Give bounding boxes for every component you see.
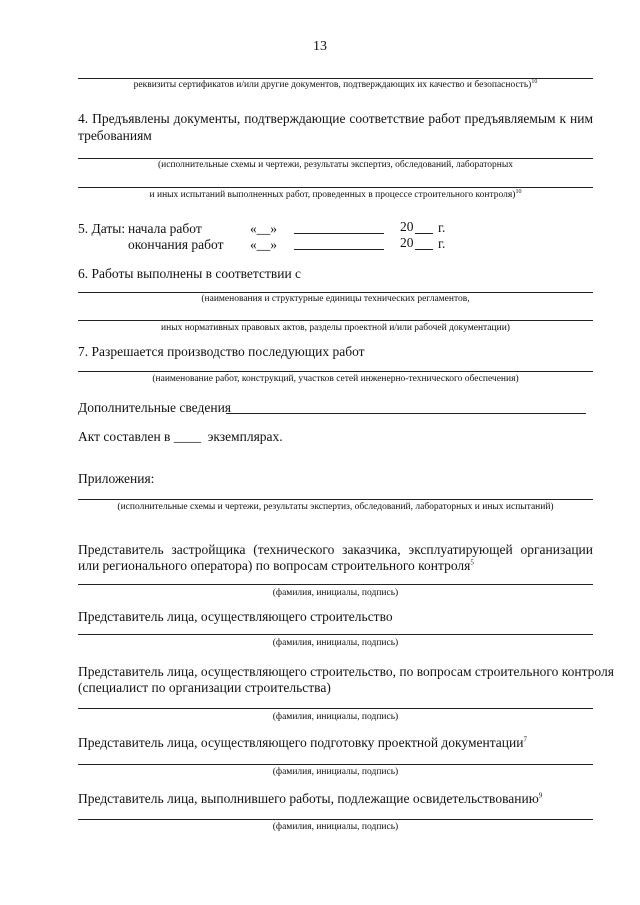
start-year-suffix: г. — [438, 220, 446, 235]
section-6-caption-1: (наименования и структурные единицы технических регламентов, — [201, 294, 470, 304]
signature-caption: (фамилия, инициалы, подпись) — [272, 767, 399, 777]
dates-label: 5. Даты: — [78, 221, 126, 236]
end-date-label: окончания работ — [128, 237, 224, 252]
rep-builder-control-text-cont: (специалист по организации строительства) — [78, 680, 331, 695]
page-number: 13 — [313, 39, 327, 54]
fill-line — [78, 292, 593, 293]
section-4-caption-2: и иных испытаний выполненных работ, проведенных в процессе строительного контроля)$^{10}$ — [149, 188, 522, 200]
section-7-caption: (наименование работ, конструкций, участков сетей инженерно-технического обеспечения) — [152, 374, 519, 384]
signature-line — [78, 708, 593, 709]
rep-developer-text-cont: или регионального оператора) по вопросам строительного контроля$^5$ — [78, 558, 474, 573]
additional-info-label: Дополнительные сведения — [78, 400, 232, 415]
start-year-field — [415, 233, 433, 234]
rep-designer-text: Представитель лица, осуществляющего подготовку проектной документации$^7$ — [78, 735, 527, 750]
rep-builder-text: Представитель лица, осуществляющего строительство — [78, 609, 393, 624]
section-6-caption-2: иных нормативных правовых актов, разделы проектной и/или рабочей документации) — [161, 323, 510, 333]
signature-caption: (фамилия, инициалы, подпись) — [272, 638, 399, 648]
start-day-blank: «__» — [250, 221, 277, 236]
section-6-title: 6. Работы выполнены в соответствии с — [78, 266, 302, 281]
additional-info-field — [226, 413, 586, 414]
fill-line — [78, 499, 593, 500]
attachments-label: Приложения: — [78, 471, 155, 486]
rep-developer-text: Представитель застройщика (технического заказчика, эксплуатирующей организации — [78, 542, 593, 557]
fill-line — [78, 78, 593, 79]
start-date-label: начала работ — [128, 221, 202, 236]
end-month-field — [294, 249, 384, 250]
signature-line — [78, 584, 593, 585]
certificates-caption: реквизиты сертификатов и/или другие документов, подтверждающих их качество и безопасность)$^{10}$ — [133, 78, 538, 90]
act-copies-text: Акт составлен в ____ экземплярах. — [78, 429, 283, 444]
end-year-field — [415, 249, 433, 250]
section-4-caption-1: (исполнительные схемы и чертежи, результаты экспертиз, обследований, лабораторных — [158, 160, 513, 170]
signature-line — [78, 634, 593, 635]
section-4-text-cont: требованиям — [78, 128, 152, 143]
signature-caption: (фамилия, инициалы, подпись) — [272, 588, 399, 598]
signature-caption: (фамилия, инициалы, подпись) — [272, 822, 399, 832]
fill-line — [78, 320, 593, 321]
rep-builder-control-text: Представитель лица, осуществляющего строительство, по вопросам строительного контроля — [78, 664, 614, 679]
rep-contractor-text: Представитель лица, выполнившего работы, подлежащие освидетельствованию$^9$ — [78, 791, 543, 806]
attachments-caption: (исполнительные схемы и чертежи, результаты экспертиз, обследований, лабораторных и иных испытаний) — [117, 502, 554, 512]
section-7-title: 7. Разрешается производство последующих работ — [78, 344, 365, 359]
signature-line — [78, 764, 593, 765]
section-4-text: 4. Предъявлены документы, подтверждающие соответствие работ предъявляемым к ним — [78, 111, 593, 126]
end-year-prefix: 20 — [400, 235, 414, 250]
fill-line — [78, 371, 593, 372]
end-year-suffix: г. — [438, 236, 446, 251]
fill-line — [78, 187, 593, 188]
start-month-field — [294, 233, 384, 234]
signature-caption: (фамилия, инициалы, подпись) — [272, 712, 399, 722]
signature-line — [78, 819, 593, 820]
end-day-blank: «__» — [250, 237, 277, 252]
fill-line — [78, 158, 593, 159]
start-year-prefix: 20 — [400, 219, 414, 234]
